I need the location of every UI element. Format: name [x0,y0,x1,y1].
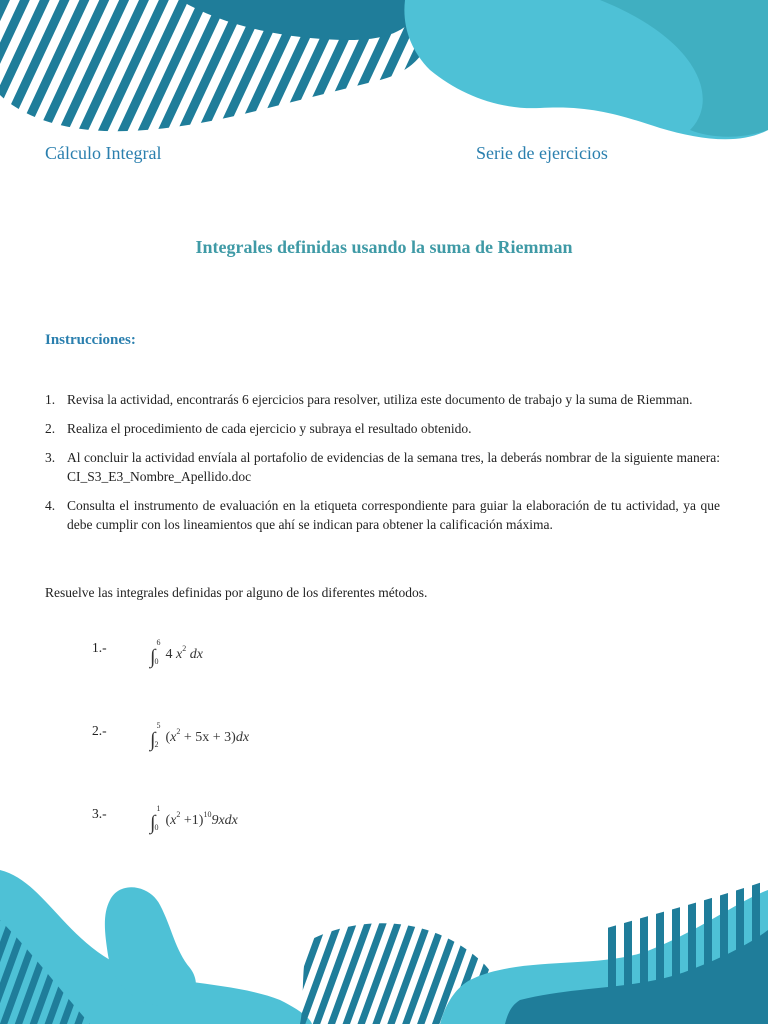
instruction-number: 3. [45,450,56,465]
exercise-label: 3.- [92,806,107,821]
upper-limit: 1 [156,804,161,813]
bottom-decoration [0,860,768,1024]
instruction-item [45,419,720,438]
instruction-item [45,496,720,534]
exponent: 2 [182,644,187,653]
lower-limit: 0 [154,823,159,832]
polynomial-rest: + 5x + 3) [183,730,236,745]
top-decoration [0,0,768,140]
upper-limit: 5 [156,721,161,730]
exercise-label: 1.- [92,640,107,655]
integral-sign-icon: ∫ [150,729,156,751]
differential: dx [235,730,250,745]
outer-exponent: 10 [203,810,212,819]
lower-limit: 0 [154,657,159,666]
instruction-text: Al concluir la actividad envíala al portafolio de evidencias de la semana tres, la deberás nombrar de la siguiente manera: CI_S3_E3_Nombre_Apellido.doc [67,450,720,484]
instruction-number: 4. [45,498,56,513]
exercise-1 [92,640,492,674]
instruction-number: 1. [45,392,56,407]
integral-formula [150,723,249,752]
header-course-name: Cálculo Integral [45,143,162,163]
instruction-number: 2. [45,421,56,436]
document-title: Integrales definidas usando la suma de Riemman [195,237,573,257]
exponent: 2 [176,727,181,736]
integral-formula [150,806,238,835]
upper-limit: 6 [156,638,161,647]
open-paren: ( [165,730,171,745]
instruction-text: Consulta el instrumento de evaluación en la etiqueta correspondiente para guiar la elaboración de tu actividad, ya que debe cumplir con los lineamientos que ahí se indican para obtener la calificación máxima. [67,498,720,532]
instructions-list [45,390,720,544]
coefficient: 4 [165,647,173,662]
variable: x [175,647,183,662]
lower-limit: 2 [154,740,159,749]
exercise-label: 2.- [92,723,107,738]
exercise-2 [92,723,492,757]
variable: x [170,813,177,828]
instruction-item [45,390,720,409]
exercises-intro: Resuelve las integrales definidas por alguno de los diferentes métodos. [45,585,428,600]
differential: 9xdx [211,813,238,828]
integral-formula [150,640,203,669]
integral-limits [155,806,165,830]
integral-sign-icon: ∫ [150,646,156,668]
integral-limits [155,723,165,747]
instructions-heading: Instrucciones: [45,332,136,348]
instruction-text: Revisa la actividad, encontrarás 6 ejercicios para resolver, utiliza este documento de trabajo y la suma de Riemman. [67,392,693,407]
instruction-item [45,448,720,486]
exponent: 2 [176,810,181,819]
header-series-label: Serie de ejercicios [476,143,608,163]
exercise-3 [92,806,492,840]
instruction-text: Realiza el procedimiento de cada ejercicio y subraya el resultado obtenido. [67,421,472,436]
integral-sign-icon: ∫ [150,812,156,834]
differential: dx [189,647,203,662]
polynomial-rest: +1) [183,813,204,828]
open-paren: ( [165,813,171,828]
variable: x [170,730,177,745]
integral-limits [155,640,165,664]
bottom-right-stripes [600,880,768,1024]
